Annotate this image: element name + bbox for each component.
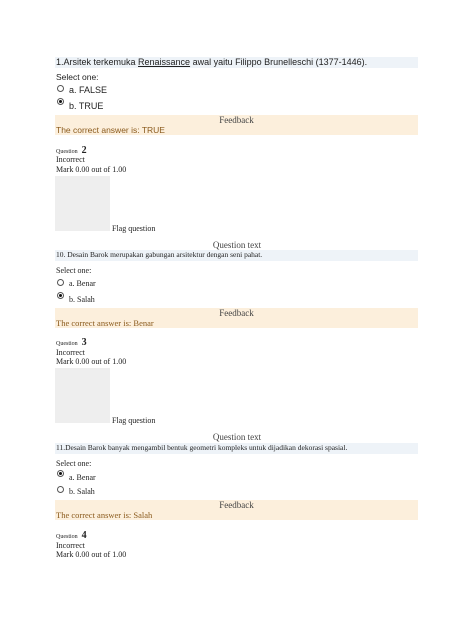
- q1-text-prefix: 1.Arsitek terkemuka: [56, 57, 139, 67]
- q1-question-text: [56, 56, 367, 68]
- q3-question-text-heading: Question text: [212, 432, 262, 442]
- q4-question-number: 4: [81, 530, 87, 541]
- q3-question-label: Question: [56, 341, 78, 347]
- q2-mark: Mark 0.00 out of 1.00: [56, 165, 127, 174]
- q2-question-label: Question: [56, 149, 78, 155]
- q3-flag-question[interactable]: Flag question: [112, 416, 156, 425]
- q2-option-a-radio[interactable]: [57, 279, 64, 286]
- q3-option-a-radio[interactable]: [57, 470, 64, 477]
- q3-option-a-label[interactable]: a. Benar: [69, 473, 96, 482]
- q3-option-b-label[interactable]: b. Salah: [69, 487, 95, 496]
- q2-correct-answer: The correct answer is: Benar: [56, 318, 154, 328]
- q3-status: Incorrect: [56, 348, 85, 357]
- q1-feedback-heading: Feedback: [219, 115, 254, 125]
- q1-select-label: Select one:: [56, 72, 99, 82]
- q2-flag-question[interactable]: Flag question: [112, 224, 156, 233]
- q2-question-number: 2: [81, 145, 87, 156]
- q3-select-label: Select one:: [56, 459, 92, 468]
- q2-question-text-heading: Question text: [212, 240, 262, 250]
- q2-status: Incorrect: [56, 155, 85, 164]
- renaissance-link[interactable]: Renaissance: [138, 57, 191, 67]
- q4-mark: Mark 0.00 out of 1.00: [56, 550, 127, 559]
- q3-flag-box[interactable]: [55, 368, 110, 423]
- q2-option-a-label[interactable]: a. Benar: [69, 279, 96, 288]
- q1-option-b-radio[interactable]: [57, 98, 64, 105]
- q2-select-label: Select one:: [56, 266, 92, 275]
- q1-correct-answer: The correct answer is: TRUE: [56, 125, 165, 135]
- q2-option-b-radio[interactable]: [57, 292, 64, 299]
- q2-flag-box[interactable]: [55, 176, 110, 231]
- q3-question-text: 11.Desain Barok banyak mengambil bentuk geometri kompleks untuk dijadikan dekorasi spasial.: [56, 443, 348, 452]
- q3-correct-answer: The correct answer is: Salah: [56, 510, 153, 520]
- q4-status: Incorrect: [56, 541, 85, 550]
- q1-option-a-label[interactable]: a. FALSE: [69, 85, 108, 95]
- q2-feedback-panel: [55, 308, 418, 328]
- q3-feedback-heading: Feedback: [219, 500, 254, 510]
- q3-feedback-panel: [55, 500, 418, 520]
- q3-question-number: 3: [81, 337, 87, 348]
- q3-option-b-radio[interactable]: [57, 486, 64, 493]
- q2-question-text: 10. Desain Barok merupakan gabungan arsitektur dengan seni pahat.: [56, 250, 263, 259]
- q2-feedback-heading: Feedback: [219, 308, 254, 318]
- q4-question-label: Question: [56, 534, 78, 540]
- q1-option-b-label[interactable]: b. TRUE: [69, 101, 104, 111]
- q3-mark: Mark 0.00 out of 1.00: [56, 357, 127, 366]
- q1-feedback-panel: [55, 115, 418, 135]
- q2-option-b-label[interactable]: b. Salah: [69, 295, 95, 304]
- q1-option-a-radio[interactable]: [57, 85, 64, 92]
- q1-text-suffix: awal yaitu Filippo Brunelleschi (1377-1446).: [190, 57, 368, 67]
